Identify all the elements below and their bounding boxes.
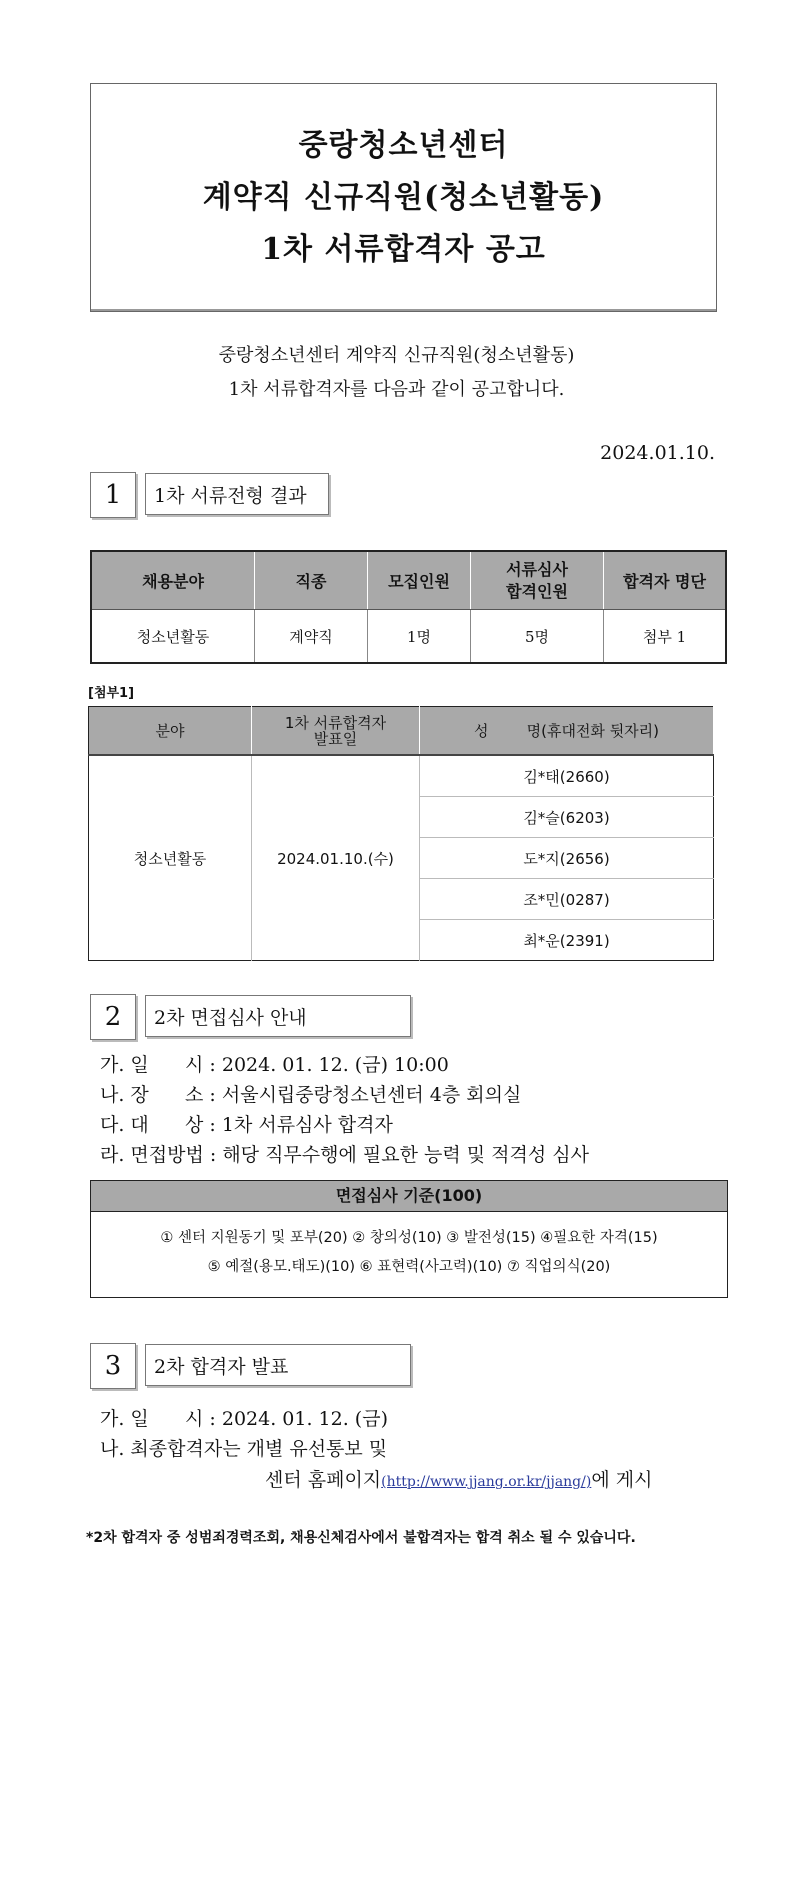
cell-applicant-name: 김*태(2660) (420, 755, 714, 797)
homepage-label: 센터 홈페이지 (265, 1469, 382, 1491)
intro-line-1: 중랑청소년센터 계약직 신규직원(청소년활동) (218, 345, 575, 366)
section-3-number: 3 (90, 1343, 136, 1389)
final-homepage-line (265, 1465, 652, 1497)
header-announce-date: 1차 서류합격자 발표일 (252, 707, 420, 756)
title-line-3: 1차 서류합격자 공고 (261, 231, 546, 267)
interview-criteria-box (90, 1180, 728, 1298)
cell-job-type: 계약직 (255, 610, 368, 664)
cell-applicant-name: 도*지(2656) (420, 838, 714, 879)
intro-line-2: 1차 서류합격자를 다음과 같이 공고합니다. (228, 379, 565, 400)
interview-date-line: 가. 일 시 : 2024. 01. 12. (금) 10:00 (100, 1054, 449, 1076)
cell-passed-count: 5명 (471, 610, 604, 664)
criteria-line-2: ⑤ 예절(용모.태도)(10) ⑥ 표현력(사고력)(10) ⑦ 직업의식(20) (207, 1259, 611, 1275)
section-1-number: 1 (90, 472, 136, 518)
intro-text (0, 339, 793, 407)
cell-pass-list: 첨부 1 (642, 627, 687, 646)
interview-method-line: 라. 면접방법 : 해당 직무수행에 필요한 능력 및 적격성 심사 (100, 1144, 589, 1166)
section-2-number: 2 (90, 994, 136, 1040)
cell-field: 청소년활동 (91, 610, 255, 664)
section-2-title: 2차 면접심사 안내 (145, 995, 411, 1037)
final-date-line: 가. 일 시 : 2024. 01. 12. (금) (100, 1408, 388, 1430)
title-line-2: 계약직 신규직원(청소년활동) (202, 179, 605, 215)
homepage-link[interactable]: (http://www.jjang.or.kr/jjang/) (381, 1474, 592, 1490)
announcement-date: 2024.01.10. (600, 442, 715, 464)
header-job-type: 직종 (255, 551, 368, 610)
header-recruit-count: 모집인원 (368, 551, 471, 610)
table-row (89, 755, 714, 797)
post-label: 에 게시 (591, 1469, 653, 1491)
passed-applicants-table (88, 706, 714, 961)
section-3-title: 2차 합격자 발표 (145, 1344, 411, 1386)
header-name: 성 명(휴대전화 뒷자리) (420, 707, 714, 756)
cell-applicant-name: 김*슬(6203) (420, 797, 714, 838)
cell-field: 청소년활동 (89, 755, 252, 961)
cell-announce-date: 2024.01.10.(수) (252, 755, 420, 961)
final-notice-line: 나. 최종합격자는 개별 유선통보 및 (100, 1438, 388, 1460)
table-row (91, 610, 726, 664)
title-line-1: 중랑청소년센터 (298, 127, 509, 163)
interview-place-line: 나. 장 소 : 서울시립중랑청소년센터 4층 회의실 (100, 1084, 522, 1106)
disqualification-notice: *2차 합격자 중 성범죄경력조회, 채용신체검사에서 불합격자는 합격 취소 될 수 있습니다. (86, 1530, 636, 1546)
criteria-line-1: ① 센터 지원동기 및 포부(20) ② 창의성(10) ③ 발전성(15) ④필요한 자격(15) (160, 1230, 658, 1246)
header-field: 분야 (89, 707, 252, 756)
section-1-title: 1차 서류전형 결과 (145, 473, 329, 515)
header-pass-list: 합격자 명단 (604, 551, 727, 610)
attachment-label: [첨부1] (88, 686, 135, 701)
title-box (90, 83, 717, 312)
header-field: 채용분야 (91, 551, 255, 610)
header-passed-count: 서류심사 합격인원 (471, 551, 604, 610)
criteria-title: 면접심사 기준(100) (91, 1181, 727, 1212)
screening-result-table (90, 550, 727, 664)
cell-recruit-count: 1명 (368, 610, 471, 664)
interview-target-line: 다. 대 상 : 1차 서류심사 합격자 (100, 1114, 393, 1136)
cell-applicant-name: 최*운(2391) (523, 931, 610, 950)
cell-applicant-name: 조*민(0287) (420, 879, 714, 920)
